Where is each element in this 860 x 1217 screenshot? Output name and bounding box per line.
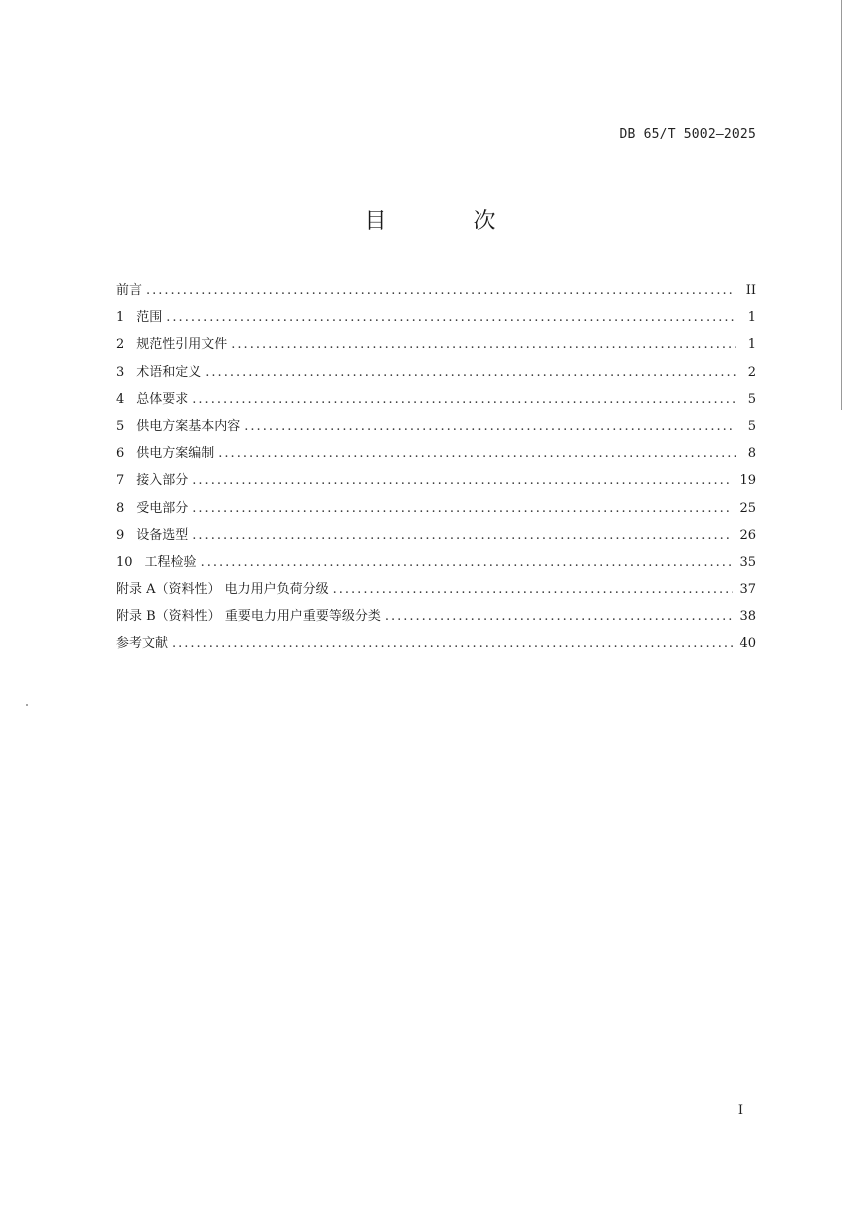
toc-entry-page: 2: [747, 364, 756, 380]
toc-leader: [172, 634, 733, 654]
toc-entry-label: 术语和定义: [136, 364, 202, 380]
toc-entry-scope[interactable]: [116, 308, 756, 335]
toc-entry-label: 设备选型: [136, 527, 189, 543]
toc-leader: [146, 281, 736, 301]
toc-entry-label: 供电方案基本内容: [136, 418, 241, 434]
toc-entry-number: 9: [116, 527, 125, 543]
toc-entry-page: 5: [747, 418, 756, 434]
toc-entry-number: 4: [116, 391, 125, 407]
toc-entry-page: 25: [739, 500, 756, 516]
toc-entry-number: 2: [116, 337, 125, 353]
toc-entry-page: 1: [747, 310, 756, 326]
toc-entry-page: 8: [747, 446, 756, 462]
toc-entry-label: 前言: [116, 283, 143, 298]
toc-entry-label: 工程检验: [144, 554, 197, 570]
toc-entry-access-part[interactable]: [116, 471, 756, 498]
toc-entry-label: 参考文献: [116, 636, 169, 652]
toc-entry-page: 35: [739, 554, 756, 570]
toc-entry-page: 37: [739, 582, 756, 598]
toc-entry-equipment-selection[interactable]: [116, 526, 756, 553]
toc-entry-receiving-part[interactable]: [116, 499, 756, 526]
toc-entry-number: 6: [116, 446, 125, 462]
toc-leader: [192, 471, 733, 491]
toc-leader: [333, 580, 734, 600]
toc-entry-number: 1: [116, 310, 125, 326]
toc-leader: [192, 499, 733, 519]
toc-leader: [385, 607, 734, 627]
toc-entry-bibliography[interactable]: [116, 634, 756, 661]
toc-entry-number: 8: [116, 500, 125, 516]
toc-entry-label: 附录 B（资料性） 重要电力用户重要等级分类: [116, 609, 381, 625]
toc-entry-label: 范围: [136, 310, 163, 326]
scan-speck: [26, 704, 28, 706]
toc-entry-appendix-a[interactable]: [116, 580, 756, 607]
toc-title: 目 次: [364, 209, 536, 234]
toc-leader: [201, 553, 734, 573]
toc-entry-page: 1: [747, 337, 756, 353]
toc-leader: [218, 444, 736, 464]
toc-entry-label: 规范性引用文件: [136, 337, 228, 353]
toc-entry-page: II: [745, 283, 756, 298]
toc-entry-page: 26: [739, 527, 756, 543]
toc-leader: [205, 363, 736, 383]
toc-entry-general-requirements[interactable]: [116, 390, 756, 417]
toc-entry-terms-definitions[interactable]: [116, 363, 756, 390]
toc-entry-label: 接入部分: [136, 473, 189, 489]
toc-leader: [231, 335, 736, 355]
standard-code: DB 65/T 5002—2025: [619, 127, 756, 142]
toc-entry-number: 7: [116, 473, 125, 489]
toc-entry-page: 5: [747, 391, 756, 407]
toc-entry-basic-content[interactable]: [116, 417, 756, 444]
toc-entry-number: 10: [116, 554, 133, 570]
toc-entry-label: 受电部分: [136, 500, 189, 516]
toc-entry-normative-references[interactable]: [116, 335, 756, 362]
page-number: I: [737, 1103, 743, 1118]
toc-leader: [166, 308, 736, 328]
toc-entry-preparation[interactable]: [116, 444, 756, 471]
toc-entry-page: 40: [739, 636, 756, 652]
toc-entry-foreword[interactable]: [116, 281, 756, 308]
toc-leader: [192, 526, 733, 546]
toc-leader: [244, 417, 736, 437]
toc-entry-appendix-b[interactable]: [116, 607, 756, 634]
toc-entry-label: 总体要求: [136, 391, 189, 407]
toc-leader: [192, 390, 736, 410]
toc-entry-inspection[interactable]: [116, 553, 756, 580]
toc-entry-page: 38: [739, 609, 756, 625]
toc-entry-label: 附录 A（资料性） 电力用户负荷分级: [116, 582, 329, 598]
toc-entry-number: 3: [116, 364, 125, 380]
toc-entry-number: 5: [116, 418, 125, 434]
toc-list: [116, 281, 756, 662]
toc-entry-label: 供电方案编制: [136, 446, 215, 462]
toc-entry-page: 19: [739, 473, 756, 489]
